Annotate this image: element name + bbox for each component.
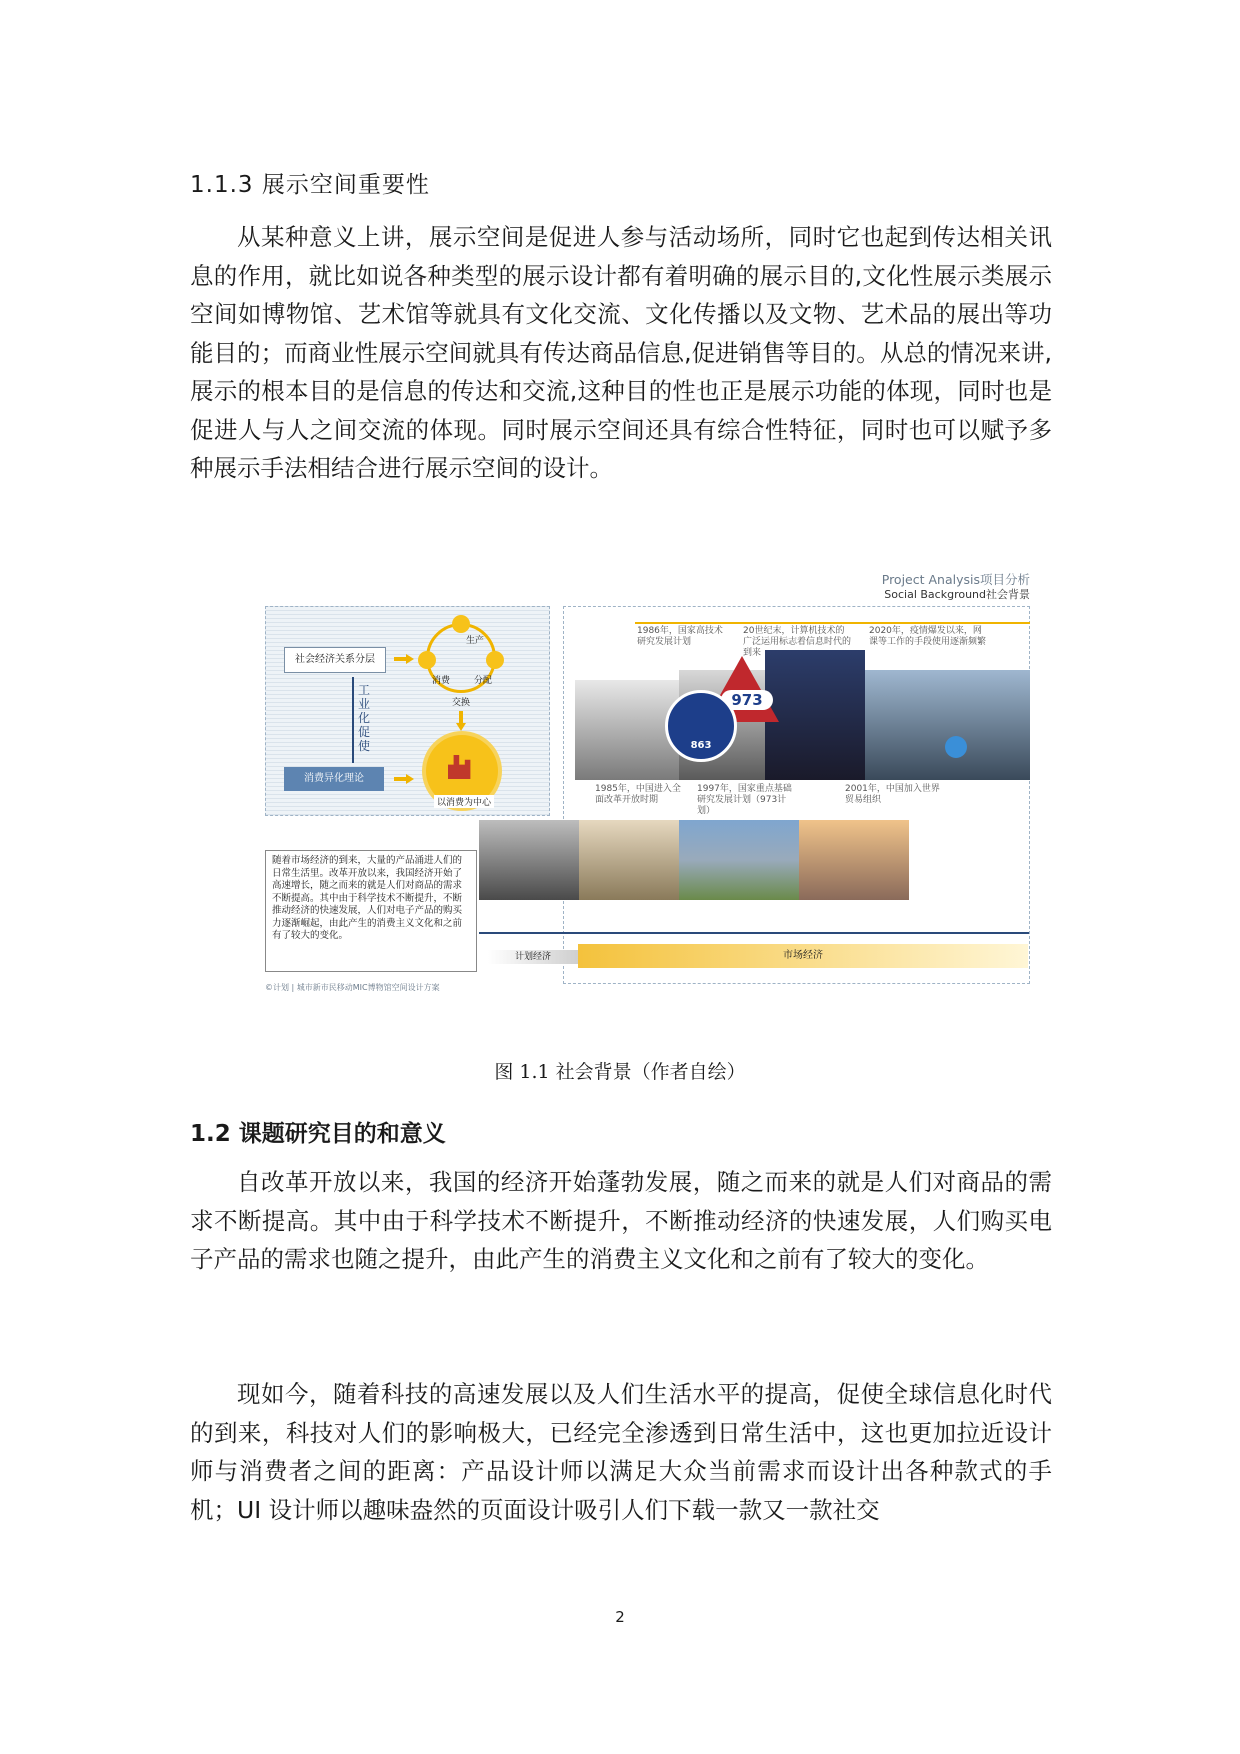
section-heading-1-2: 1.2 课题研究目的和意义 <box>190 1121 446 1147</box>
paragraph-importance <box>190 218 1052 488</box>
paragraph-text: 现如今，随着科技的高速发展以及人们生活水平的提高，促使全球信息化时代的到来，科技对人们的影响极大，已经完全渗透到日常生活中，这也更加拉近设计师与消费者之间的距离：产品设计师以满足大众当前需求而设计出各种款式的手机；UI 设计师以趣味盎然的页面设计吸引人们下载一款又一款社交 <box>190 1380 1052 1524</box>
timeline-note: 20世纪末，计算机技术的广泛运用标志着信息时代的到来 <box>743 626 852 658</box>
paragraph-purpose-1 <box>190 1163 1052 1279</box>
box-consumption-theory: 消费异化理论 <box>284 767 384 791</box>
photo-crowd <box>479 820 579 900</box>
figure-header-subtitle: Social Background社会背景 <box>884 588 1030 601</box>
timeline-note: 1997年，国家重点基础研究发展计划（973计划） <box>697 784 792 816</box>
cycle-label-production: 生产 <box>466 636 485 646</box>
arrow-right-icon <box>394 774 414 784</box>
cycle-label-distribution: 分配 <box>474 676 493 686</box>
label-planned-economy: 计划经济 <box>488 950 578 964</box>
down-arrow-line <box>352 677 354 763</box>
page-number: 2 <box>615 1608 625 1626</box>
box-social-economic: 社会经济关系分层 <box>284 647 386 673</box>
badge-973: 973 <box>721 690 773 710</box>
label-market-economy: 市场经济 <box>578 944 1028 968</box>
figure-header-title: Project Analysis项目分析 <box>881 572 1030 587</box>
photo-building <box>575 680 679 780</box>
timeline-note: 1986年，国家高技术研究发展计划 <box>637 626 723 647</box>
paragraph-text: 从某种意义上讲，展示空间是促进人参与活动场所，同时它也起到传达相关讯息的作用，就比如说各种类型的展示设计都有着明确的展示目的,文化性展示类展示空间如博物馆、艺术馆等就具有文化交流、文化传播以及文物、艺术品的展出等功能目的；而商业性展示空间就具有传达商品信息,促进销售等目的。从总的情况来讲,展示的根本目的是信息的传达和交流,这种目的性也正是展示功能的体现，同时也是促进人与人之间交流的体现。同时展示空间还具有综合性特征，同时也可以赋予多种展示手法相结合进行展示空间的设计。 <box>190 223 1052 482</box>
badge-863: 863 <box>690 740 712 751</box>
cycle-node-icon <box>452 615 470 633</box>
timeline-top-line <box>635 622 1030 624</box>
left-panel <box>265 606 550 816</box>
paragraph-text: 自改革开放以来，我国的经济开始蓬勃发展，随之而来的就是人们对商品的需求不断提高。其中由于科学技术不断提升，不断推动经济的快速发展，人们购买电子产品的需求也随之提升，由此产生的消费主义文化和之前有了较大的变化。 <box>190 1168 1052 1273</box>
gear-label: 以消费为中心 <box>434 795 494 808</box>
cycle-node-icon <box>418 651 436 669</box>
photo-city-skyline <box>799 820 909 900</box>
photo-child-computer <box>865 670 1030 780</box>
figure-social-background <box>265 570 1030 995</box>
cycle-label-exchange: 交换 <box>452 698 471 708</box>
figure-caption: 图 1.1 社会背景（作者自绘） <box>494 1061 746 1083</box>
863-emblem-icon <box>665 690 737 762</box>
figure-credit: ©计划 | 城市新市民移动MIC博物馆空间设计方案 <box>265 983 440 992</box>
photo-street <box>579 820 679 900</box>
bird-logo-icon <box>945 736 967 758</box>
cycle-label-consumption: 消费 <box>432 676 451 686</box>
arrow-right-icon <box>394 654 414 664</box>
paragraph-purpose-2 <box>190 1375 1052 1529</box>
timeline-axis <box>479 932 1029 934</box>
photo-signing-ceremony <box>765 650 865 780</box>
cycle-node-icon <box>486 651 504 669</box>
section-heading-1-1-3: 1.1.3 展示空间重要性 <box>190 172 430 198</box>
description-box: 随着市场经济的到来，大量的产品涌进人们的日常生活里。改革开放以来，我国经济开始了高速增长，随之而来的就是人们对商品的需求不断提高。其中由于科学技术不断提升，不断推动经济的快速发展，人们对电子产品的购买力逐渐崛起，由此产生的消费主义文化和之前有了较大的变化。 <box>265 850 477 972</box>
arrow-down-icon <box>456 711 466 731</box>
photo-train-landscape <box>679 820 799 900</box>
timeline-note: 2001年，中国加入世界贸易组织 <box>845 784 940 805</box>
timeline-note: 1985年，中国进入全面改革开放时期 <box>595 784 681 805</box>
timeline-note: 2020年，疫情爆发以来，网课等工作的手段使用逐渐频繁 <box>869 626 987 647</box>
vertical-label: 工业化促使 <box>358 683 371 753</box>
